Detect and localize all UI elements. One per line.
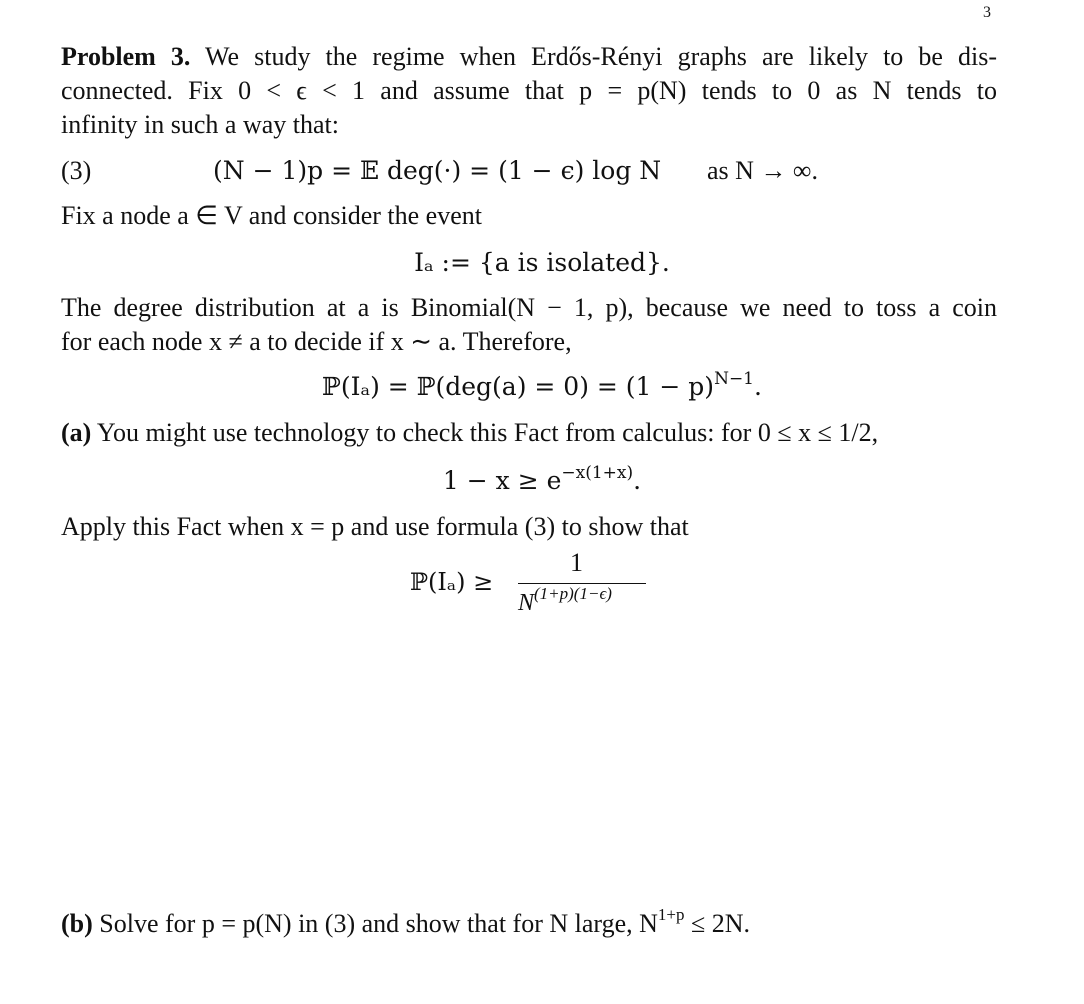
inequality-numerator: 1 xyxy=(570,548,583,577)
fact-body: 1 − x ≥ e xyxy=(442,466,562,495)
intro-line-3: infinity in such a way that: xyxy=(61,110,340,139)
apply-text: Apply this Fact when x = p and use formula (3) to show that xyxy=(61,512,689,541)
degree-dist-line-1: The degree distribution at a is Binomial(N − 1, p), because we need to toss a coin xyxy=(61,293,997,322)
inequality-denominator xyxy=(518,584,612,617)
part-b-label: (b) xyxy=(61,909,93,938)
part-a-line xyxy=(61,418,878,448)
page-number: 3 xyxy=(983,4,991,21)
calculus-fact xyxy=(0,462,1084,496)
degree-dist-line-2: for each node x ≠ a to decide if x ∼ a. Therefore, xyxy=(61,327,572,356)
part-b-exponent: 1+p xyxy=(657,905,685,925)
denominator-base: N xyxy=(518,590,535,616)
equation-number: (3) xyxy=(61,156,92,185)
equation-3: (N − 1)p = 𝔼 deg(·) = (1 − ϵ) log N xyxy=(213,156,662,185)
part-b-text: Solve for p = p(N) in (3) and show that for N large, N xyxy=(99,909,658,938)
part-a-text: You might use technology to check this Fact from calculus: for 0 ≤ x ≤ 1/2, xyxy=(96,418,879,447)
denominator-exponent: (1+p)(1−ϵ) xyxy=(534,584,612,603)
probability-formula-body: ℙ(Iₐ) = ℙ(deg(a) = 0) = (1 − p) xyxy=(322,372,715,401)
probability-end: . xyxy=(754,372,762,401)
intro-line-1 xyxy=(61,42,997,72)
part-b-end: ≤ 2N. xyxy=(691,909,751,938)
part-b-line xyxy=(61,905,751,939)
intro-line-2: connected. Fix 0 < ϵ < 1 and assume that p = p(N) tends to 0 as N tends to xyxy=(61,76,997,105)
probability-formula xyxy=(0,368,1084,402)
intro-text-1: We study the regime when Erdős-Rényi graphs are likely to be dis- xyxy=(205,42,998,71)
fact-end: . xyxy=(633,466,642,495)
probability-exponent: N−1 xyxy=(714,368,754,389)
fact-exponent: −x(1+x) xyxy=(561,462,634,483)
equation-3-condition: as N → ∞. xyxy=(707,156,818,185)
fix-node-text: Fix a node a ∈ V and consider the event xyxy=(61,201,482,230)
part-a-label: (a) xyxy=(61,418,92,447)
problem-heading: Problem 3. xyxy=(61,42,191,71)
event-definition: Iₐ := {a is isolated}. xyxy=(414,248,670,277)
inequality-lhs: ℙ(Iₐ) ≥ xyxy=(410,568,494,596)
